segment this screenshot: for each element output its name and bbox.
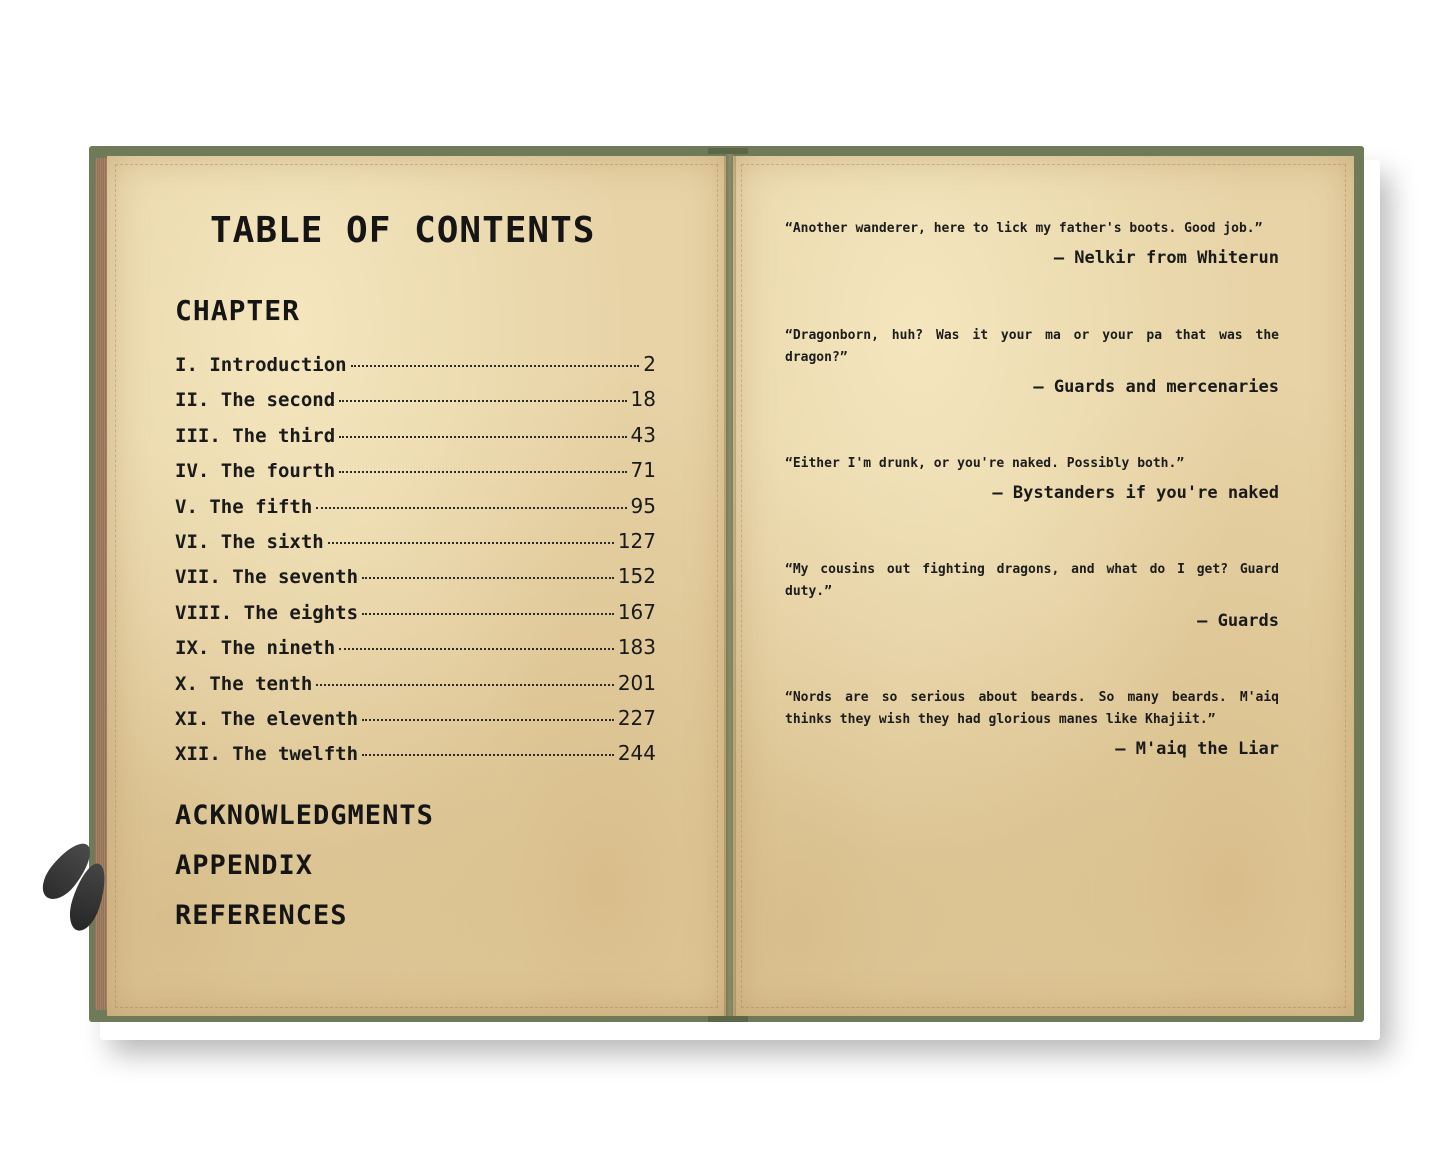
quote-attribution: – M'aiq the Liar <box>1115 739 1279 759</box>
toc-entry-label: X. The tenth <box>175 672 313 695</box>
toc-entry[interactable] <box>175 564 656 599</box>
quote-attribution: – Nelkir from Whiterun <box>1053 248 1279 268</box>
toc-entry[interactable] <box>175 423 656 458</box>
toc-entry-page: 71 <box>630 458 656 483</box>
toc-entry-page: 201 <box>617 670 656 695</box>
leader-dots <box>316 507 626 509</box>
toc-entry-page: 167 <box>617 599 656 624</box>
toc-entry-label: IX. The nineth <box>175 637 336 660</box>
toc-entry[interactable] <box>175 741 656 776</box>
toc-entry-page: 2 <box>643 352 656 376</box>
backmatter-acknowledgments[interactable]: ACKNOWLEDGMENTS <box>175 800 434 831</box>
spine-bottom <box>708 1016 748 1022</box>
toc-entry[interactable] <box>175 671 656 706</box>
toc-entry[interactable] <box>175 458 656 493</box>
quote-attribution: – Guards and mercenaries <box>1033 377 1279 397</box>
leader-dots <box>328 542 614 544</box>
quote-block <box>785 218 1279 268</box>
toc-entry-label: III. The third <box>175 424 336 447</box>
quote-block <box>785 559 1279 631</box>
leader-dots <box>339 471 626 473</box>
toc-entry-label: V. The fifth <box>175 495 313 518</box>
toc-entry[interactable] <box>175 635 656 670</box>
leader-dots <box>362 613 614 615</box>
toc-entry-page: 227 <box>617 705 656 730</box>
toc-entry-page: 95 <box>630 493 656 518</box>
leader-dots <box>339 436 626 438</box>
backmatter-references[interactable]: REFERENCES <box>175 900 348 931</box>
toc-entry[interactable] <box>175 494 656 529</box>
toc-entry[interactable] <box>175 600 656 635</box>
toc-entry-label: I. Introduction <box>175 354 347 376</box>
quote-text: “Either I'm drunk, or you're naked. Possibly both.” <box>785 456 1185 471</box>
quote-text: “Nords are so serious about beards. So many beards. M'aiq thinks they wish they had glorious manes like Khajiit.” <box>785 690 1279 727</box>
quote-text: “My cousins out fighting dragons, and what do I get? Guard duty.” <box>785 562 1279 599</box>
toc-entry[interactable] <box>175 352 656 387</box>
toc-entry-label: VIII. The eights <box>175 601 359 624</box>
toc-entry-label: VI. The sixth <box>175 530 324 553</box>
quote-attribution: – Guards <box>1197 611 1279 631</box>
toc-entry-page: 18 <box>630 387 656 412</box>
toc-entry-label: VII. The seventh <box>175 566 359 589</box>
quote-text: “Dragonborn, huh? Was it your ma or your pa that was the dragon?” <box>785 328 1279 365</box>
toc-entry[interactable] <box>175 529 656 564</box>
leader-dots <box>351 365 640 367</box>
chapter-heading: CHAPTER <box>175 294 301 327</box>
toc-entry[interactable] <box>175 387 656 422</box>
toc-entry-label: IV. The fourth <box>175 460 336 483</box>
toc-entry-page: 43 <box>630 422 656 447</box>
leader-dots <box>339 400 626 402</box>
quote-block <box>785 687 1279 759</box>
quote-attribution: – Bystanders if you're naked <box>992 483 1279 503</box>
leader-dots <box>339 648 614 650</box>
quote-text: “Another wanderer, here to lick my father's boots. Good job.” <box>785 221 1263 236</box>
toc-entry-label: II. The second <box>175 389 336 412</box>
toc-entry-page: 152 <box>617 564 656 589</box>
quote-block <box>785 453 1279 503</box>
toc-entry-page: 127 <box>617 528 656 553</box>
backmatter-list <box>175 800 434 950</box>
toc-list <box>175 352 656 777</box>
quote-block <box>785 325 1279 397</box>
toc-entry-page: 183 <box>617 635 656 660</box>
toc-entry-label: XI. The eleventh <box>175 707 359 730</box>
spine-top <box>708 148 748 154</box>
backmatter-appendix[interactable]: APPENDIX <box>175 850 314 881</box>
toc-entry-label: XII. The twelfth <box>175 743 359 766</box>
leader-dots <box>362 719 614 721</box>
leader-dots <box>362 754 614 756</box>
toc-entry[interactable] <box>175 706 656 741</box>
toc-title: TABLE OF CONTENTS <box>210 210 596 251</box>
leader-dots <box>316 684 614 686</box>
leader-dots <box>362 577 614 579</box>
toc-entry-page: 244 <box>617 741 656 766</box>
book-gutter <box>724 152 736 1018</box>
